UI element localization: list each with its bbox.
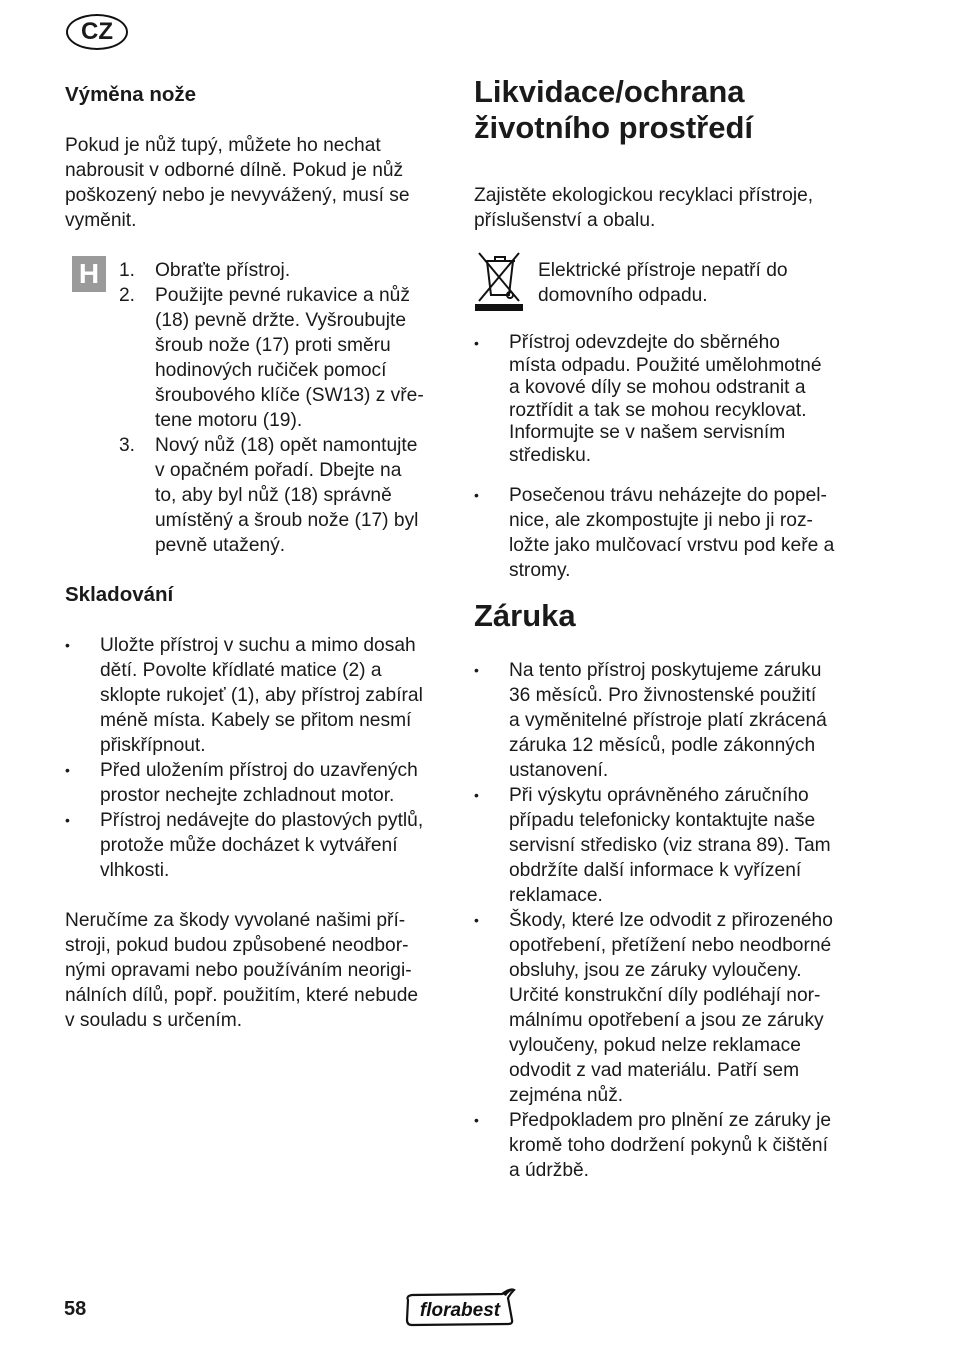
blade-change-intro: Pokud je nůž tupý, můžete ho nechat nabrousit v odborné dílně. Pokud je nůž poškozený nebo je nevyvážený, musí se vyměnit. xyxy=(65,135,410,231)
list-item: • Předpokladem pro plnění ze záruky je kromě toho dodržení pokynů k čištění a údržbě. xyxy=(474,1110,832,1181)
list-item: • Přístroj odevzdejte do sběrného místa odpadu. Použité umělohmotné a kovové díly se mohou odstranit a roztřídit a tak se mohou recyklovat. Informujte se v našem servisním středisku. xyxy=(474,332,822,466)
list-item: • Posečenou trávu neházejte do popel- nice, ale zkompostujte ji nebo ji roz- ložte jako mulčovací vrstvu pod keře a stromy. xyxy=(474,485,835,581)
list-item: • Na tento přístroj poskytujeme záruku 36 měsíců. Pro živnostenské použití a vyměnitelné přístroje platí zkrácená záruka 12 měsíců, podle zákonných ustanovení. xyxy=(474,660,827,781)
disclaimer-text: Neručíme za škody vyvolané našimi pří- stroji, pokud budou způsobené neodbor- nými opravami nebo používáním neorigi- nálních dílů, popř. použitím, které nebude v souladu s určením. xyxy=(65,910,419,1031)
list-item: • Škody, které lze odvodit z přirozeného opotřebení, přetížení nebo neodborné obsluhy, jsou ze záruky vyloučeny. Určité konstrukční díly podléhají nor- málnímu opotřebení a jsou ze záruky vyloučeny, pokud nelze reklamace odvodit z vad materiálu. Patří sem zejména nůž. xyxy=(474,910,833,1106)
figure-h-label: H xyxy=(72,256,106,292)
weee-text: Elektrické přístroje nepatří do domovního odpadu. xyxy=(538,260,788,306)
list-item: • Před uložením přístroj do uzavřených prostor nechejte zchladnout motor. xyxy=(65,760,418,806)
svg-text:florabest: florabest xyxy=(419,1300,501,1321)
language-badge: CZ xyxy=(66,14,128,50)
list-item: • Přístroj nedávejte do plastových pytlů, protože může docházet k vytváření vlhkosti. xyxy=(65,810,424,881)
list-item: • Při výskytu oprávněného záručního případu telefonicky kontaktujte naše servisní středisko (viz strana 89). Tam obdržíte další informace k vyřízení reklamace. xyxy=(474,785,831,906)
step-item: 3. Nový nůž (18) opět namontujte v opačném pořadí. Dbejte na to, aby byl nůž (18) správně umístěný a šroub nože (17) byl pevně utažený. xyxy=(119,435,419,556)
florabest-logo xyxy=(404,1286,516,1328)
disposal-intro: Zajistěte ekologickou recyklaci přístroje, příslušenství a obalu. xyxy=(474,185,814,231)
disposal-list-2 xyxy=(474,483,869,583)
step-item: 2. Použijte pevné rukavice a nůž (18) pevně držte. Vyšroubujte šroub nože (17) proti směru hodinových ručiček pomocí šroubového klíče (SW13) z vře- tene motoru (19). xyxy=(119,285,424,431)
list-item: • Uložte přístroj v suchu a mimo dosah dětí. Povolte křídlaté matice (2) a sklopte rukojeť (1), aby přístroj zabíral méně místa. Kabely se přitom nesmí přiskřípnout. xyxy=(65,635,423,756)
storage-heading: Skladování xyxy=(65,583,174,606)
warranty-list xyxy=(474,658,869,1183)
page-number: 58 xyxy=(64,1298,87,1320)
disposal-list xyxy=(474,332,869,468)
step-item: 1. Obraťte přístroj. xyxy=(119,260,291,281)
disposal-heading: Likvidace/ochrana životního prostředí xyxy=(474,74,753,145)
blade-change-steps xyxy=(119,258,455,558)
crossed-out-wheelie-bin-icon xyxy=(475,249,523,311)
blade-change-heading: Výměna nože xyxy=(65,83,197,106)
warranty-heading: Záruka xyxy=(474,598,576,633)
storage-list xyxy=(65,633,460,883)
